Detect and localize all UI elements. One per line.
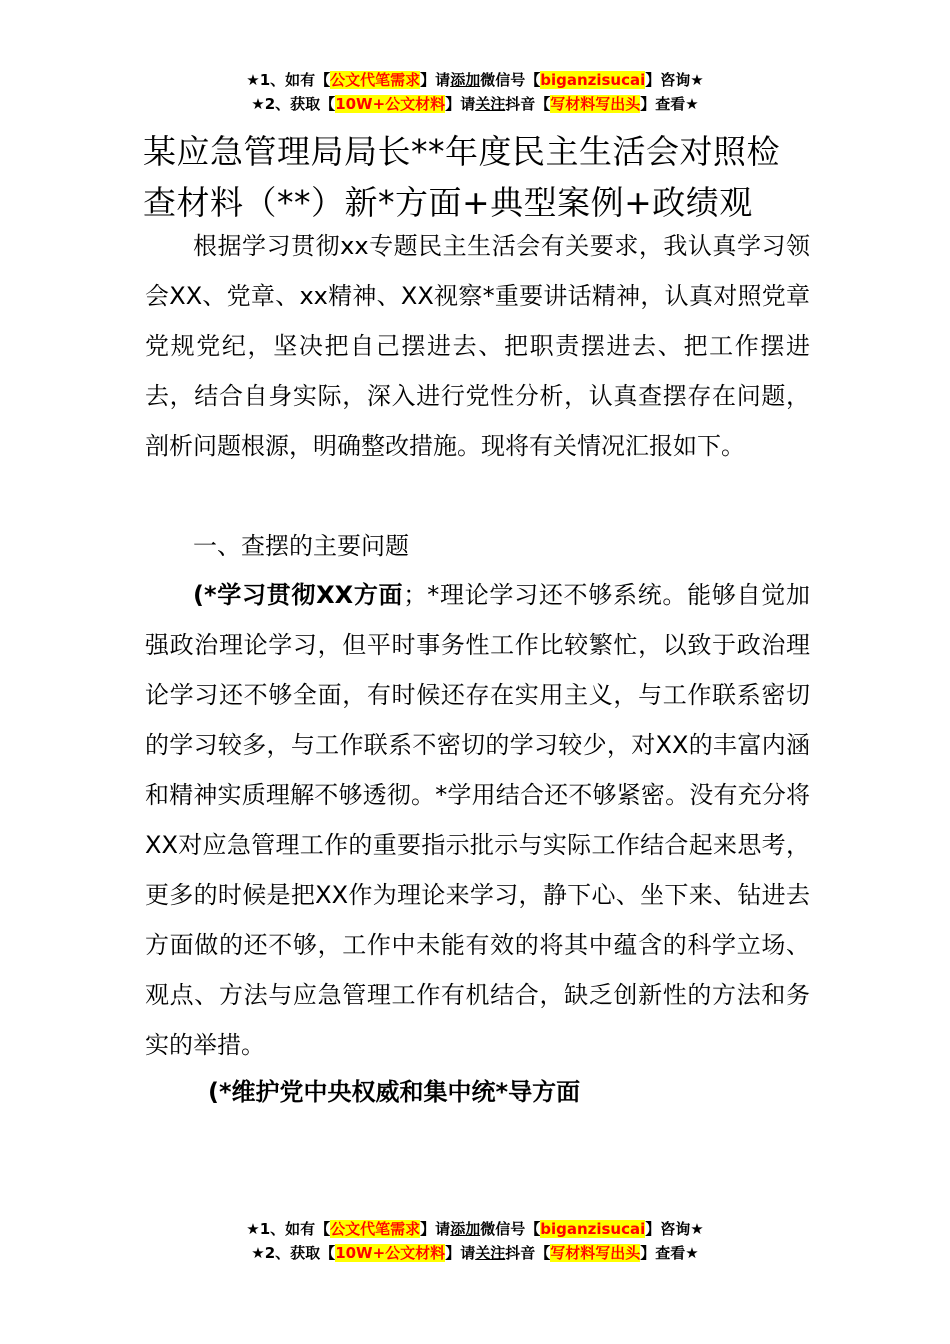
item-1-paragraph: [145, 570, 810, 1070]
document-title: 某应急管理局局长**年度民主生活会对照检查材料（**）新*方面+典型案例+政绩观: [143, 132, 780, 222]
banner-underline: 关注: [475, 95, 506, 113]
banner-highlight: 公文代笔需求: [330, 71, 421, 89]
item-1-heading: (*学习贯彻XX方面: [193, 581, 404, 609]
banner-text: ★1、如有【: [246, 71, 331, 89]
footer-banner: [0, 1217, 950, 1265]
banner-underline: 添加: [450, 1220, 481, 1238]
banner-underline: 关注: [475, 1244, 506, 1262]
banner-text: 抖音【: [505, 1244, 551, 1262]
banner-text: 】查看★: [640, 95, 699, 113]
banner-underline: 添加: [450, 71, 481, 89]
banner-highlight: 写材料写出头: [550, 95, 641, 113]
banner-text: 】请: [420, 1220, 451, 1238]
banner-highlight: 10W+公文材料: [335, 1244, 446, 1262]
banner-line-1: [0, 1217, 950, 1241]
banner-highlight: biganzisucai: [540, 1220, 646, 1238]
banner-text: ★2、获取【: [251, 1244, 336, 1262]
banner-text: 】咨询★: [645, 71, 704, 89]
banner-text: 】请: [445, 95, 476, 113]
intro-paragraph: 根据学习贯彻xx专题民主生活会有关要求，我认真学习领会XX、党章、xx精神、XX视察*重要讲话精神，认真对照党章党规党纪，坚决把自己摆进去、把职责摆进去、把工作摆进去，结合自身实际，深入进行党性分析，认真查摆存在问题，剖析问题根源，明确整改措施。现将有关情况汇报如下。: [145, 232, 810, 460]
banner-line-2: [0, 92, 950, 116]
banner-text: 】请: [445, 1244, 476, 1262]
banner-text: ★2、获取【: [251, 95, 336, 113]
item-2-heading: (*维护党中央权威和集中统*导方面: [208, 1078, 581, 1106]
banner-text: 微信号【: [480, 71, 541, 89]
banner-text: 抖音【: [505, 95, 551, 113]
banner-highlight: 写材料写出头: [550, 1244, 641, 1262]
banner-text: 】请: [420, 71, 451, 89]
banner-line-1: [0, 68, 950, 92]
section-heading: 一、查摆的主要问题: [193, 532, 409, 560]
banner-line-2: [0, 1241, 950, 1265]
banner-highlight: 公文代笔需求: [330, 1220, 421, 1238]
banner-highlight: biganzisucai: [540, 71, 646, 89]
item-1-body: ；*理论学习还不够系统。能够自觉加强政治理论学习，但平时事务性工作比较繁忙，以致于政治理论学习还不够全面，有时候还存在实用主义，与工作联系密切的学习较多，与工作联系不密切的学习较少，对XX的丰富内涵和精神实质理解不够透彻。*学用结合还不够紧密。没有充分将XX对应急管理工作的重要指示批示与实际工作结合起来思考，更多的时候是把XX作为理论来学习，静下心、坐下来、钻进去方面做的还不够，工作中未能有效的将其中蕴含的科学立场、观点、方法与应急管理工作有机结合，缺乏创新性的方法和务实的举措。: [145, 581, 811, 1059]
banner-text: 】咨询★: [645, 1220, 704, 1238]
header-banner: [0, 68, 950, 116]
banner-text: ★1、如有【: [246, 1220, 331, 1238]
banner-text: 】查看★: [640, 1244, 699, 1262]
banner-highlight: 10W+公文材料: [335, 95, 446, 113]
banner-text: 微信号【: [480, 1220, 541, 1238]
